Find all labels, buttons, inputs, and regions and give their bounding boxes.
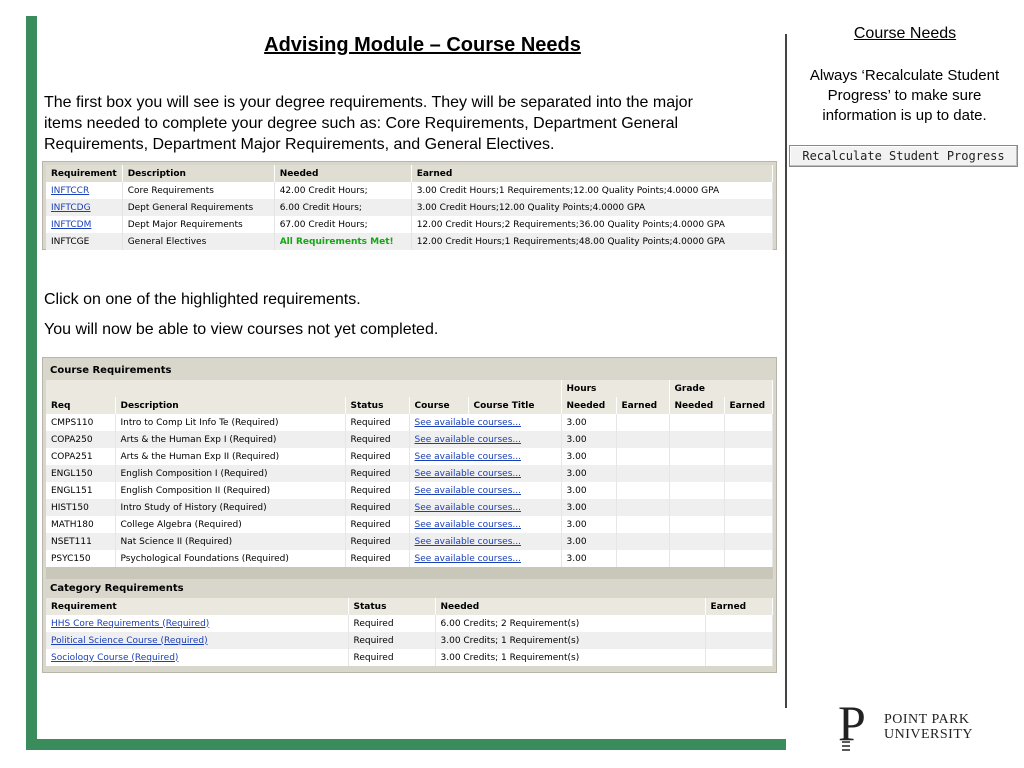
table-row bbox=[46, 431, 773, 448]
cell-hours-earned bbox=[616, 448, 669, 465]
cell-description: Nat Science II (Required) bbox=[115, 533, 345, 550]
sidebar-note: Always ‘Recalculate Student Progress’ to make sure information is up to date. bbox=[809, 67, 1000, 124]
see-available-courses-link[interactable]: See available courses... bbox=[414, 536, 521, 547]
cell-hours-earned bbox=[616, 431, 669, 448]
requirement-link-inftccr[interactable]: INFTCCR bbox=[51, 185, 90, 196]
cell-needed: 67.00 Credit Hours; bbox=[274, 216, 411, 233]
cell-req: MATH180 bbox=[46, 516, 115, 533]
cell-hours-needed: 3.00 bbox=[561, 431, 616, 448]
cell-hours-earned bbox=[616, 533, 669, 550]
table-row bbox=[46, 550, 773, 567]
grade-group-header: Grade bbox=[669, 380, 773, 397]
cell-grade-needed bbox=[669, 499, 724, 516]
table-row bbox=[46, 182, 773, 199]
cell-status: Required bbox=[345, 499, 409, 516]
cell-description: General Electives bbox=[122, 233, 274, 250]
course-requirements-table bbox=[46, 380, 773, 567]
see-available-courses-link[interactable]: See available courses... bbox=[414, 417, 521, 428]
table-row bbox=[46, 649, 773, 666]
cell-req: COPA251 bbox=[46, 448, 115, 465]
cell-hours-earned bbox=[616, 499, 669, 516]
cell-earned: 3.00 Credit Hours;12.00 Quality Points;4.0000 GPA bbox=[411, 199, 772, 216]
col-header: Course Title bbox=[468, 397, 561, 414]
col-header: Needed bbox=[669, 397, 724, 414]
cell-needed: 6.00 Credit Hours; bbox=[274, 199, 411, 216]
col-header: Req bbox=[46, 397, 115, 414]
col-header: Earned bbox=[616, 397, 669, 414]
table-group-header-row bbox=[46, 380, 773, 397]
col-header: Description bbox=[122, 165, 274, 182]
see-available-courses-link[interactable]: See available courses... bbox=[414, 434, 521, 445]
table-row bbox=[46, 465, 773, 482]
intro-paragraph: The first box you will see is your degree requirements. They will be separated into the major items needed to complete your degree such as: Core Requirements, Department General Requirements, Department Major Requirements, and General Electives. bbox=[44, 94, 693, 153]
table-row bbox=[46, 499, 773, 516]
degree-requirements-panel bbox=[42, 161, 777, 250]
cell-grade-earned bbox=[724, 431, 773, 448]
cell-description: Arts & the Human Exp II (Required) bbox=[115, 448, 345, 465]
accent-bar-bottom bbox=[26, 739, 786, 750]
cell-status: Required bbox=[345, 533, 409, 550]
table-row bbox=[46, 533, 773, 550]
col-header: Description bbox=[115, 397, 345, 414]
requirements-met-status: All Requirements Met! bbox=[274, 233, 411, 250]
category-requirements-table bbox=[46, 598, 773, 666]
cell-description: College Algebra (Required) bbox=[115, 516, 345, 533]
see-available-courses-link[interactable]: See available courses... bbox=[414, 468, 521, 479]
col-header: Requirement bbox=[46, 598, 348, 615]
section-spacer bbox=[46, 567, 773, 579]
instruction-text-1: Click on one of the highlighted requirements. bbox=[44, 291, 361, 308]
category-requirement-link[interactable]: HHS Core Requirements (Required) bbox=[51, 618, 210, 629]
cell-req: ENGL151 bbox=[46, 482, 115, 499]
cell-needed: 6.00 Credits; 2 Requirement(s) bbox=[435, 615, 705, 632]
cell-earned: 3.00 Credit Hours;1 Requirements;12.00 Quality Points;4.0000 GPA bbox=[411, 182, 772, 199]
cell-req: PSYC150 bbox=[46, 550, 115, 567]
instruction-text-2: You will now be able to view courses not yet completed. bbox=[44, 321, 439, 338]
logo-line-1: POINT PARK bbox=[884, 712, 970, 727]
cell-req: NSET111 bbox=[46, 533, 115, 550]
cell-status: Required bbox=[345, 414, 409, 431]
cell-hours-needed: 3.00 bbox=[561, 465, 616, 482]
cell-grade-needed bbox=[669, 448, 724, 465]
table-row bbox=[46, 615, 773, 632]
cell-grade-needed bbox=[669, 550, 724, 567]
col-header: Status bbox=[345, 397, 409, 414]
cell-description: Psychological Foundations (Required) bbox=[115, 550, 345, 567]
cell-grade-earned bbox=[724, 465, 773, 482]
requirement-link-inftcdm[interactable]: INFTCDM bbox=[51, 219, 92, 230]
cell-req: HIST150 bbox=[46, 499, 115, 516]
cell-hours-earned bbox=[616, 516, 669, 533]
cell-status: Required bbox=[345, 482, 409, 499]
cell-hours-needed: 3.00 bbox=[561, 448, 616, 465]
table-row bbox=[46, 199, 773, 216]
cell-status: Required bbox=[348, 632, 435, 649]
col-header: Needed bbox=[435, 598, 705, 615]
category-requirement-link[interactable]: Political Science Course (Required) bbox=[51, 635, 208, 646]
hours-group-header: Hours bbox=[561, 380, 669, 397]
requirement-link-inftcdg[interactable]: INFTCDG bbox=[51, 202, 91, 213]
cell-grade-needed bbox=[669, 533, 724, 550]
cell-needed: 3.00 Credits; 1 Requirement(s) bbox=[435, 649, 705, 666]
table-row bbox=[46, 482, 773, 499]
col-header: Earned bbox=[705, 598, 773, 615]
svg-text:P: P bbox=[838, 696, 866, 751]
cell-grade-needed bbox=[669, 516, 724, 533]
see-available-courses-link[interactable]: See available courses... bbox=[414, 451, 521, 462]
cell-earned bbox=[705, 632, 773, 649]
cell-status: Required bbox=[348, 615, 435, 632]
cell-description: Dept Major Requirements bbox=[122, 216, 274, 233]
cell-hours-needed: 3.00 bbox=[561, 550, 616, 567]
cell-description: English Composition II (Required) bbox=[115, 482, 345, 499]
category-requirement-link[interactable]: Sociology Course (Required) bbox=[51, 652, 179, 663]
cell-description: Dept General Requirements bbox=[122, 199, 274, 216]
cell-req: ENGL150 bbox=[46, 465, 115, 482]
cell-status: Required bbox=[345, 550, 409, 567]
cell-req: CMPS110 bbox=[46, 414, 115, 431]
table-row bbox=[46, 216, 773, 233]
cell-grade-needed bbox=[669, 482, 724, 499]
cell-hours-earned bbox=[616, 465, 669, 482]
cell-status: Required bbox=[345, 448, 409, 465]
cell-grade-needed bbox=[669, 431, 724, 448]
vertical-divider bbox=[785, 34, 787, 708]
see-available-courses-link[interactable]: See available courses... bbox=[414, 485, 521, 496]
cell-hours-needed: 3.00 bbox=[561, 516, 616, 533]
cell-hours-needed: 3.00 bbox=[561, 482, 616, 499]
degree-requirements-table bbox=[46, 165, 773, 250]
table-row bbox=[46, 448, 773, 465]
table-header-row bbox=[46, 598, 773, 615]
cell-earned: 12.00 Credit Hours;2 Requirements;36.00 Quality Points;4.0000 GPA bbox=[411, 216, 772, 233]
cell-status: Required bbox=[348, 649, 435, 666]
cell-hours-earned bbox=[616, 550, 669, 567]
col-header: Course bbox=[409, 397, 468, 414]
logo-mark bbox=[836, 696, 878, 756]
cell-grade-needed bbox=[669, 414, 724, 431]
col-header: Status bbox=[348, 598, 435, 615]
slide-title: Advising Module – Course Needs bbox=[264, 34, 581, 56]
table-row bbox=[46, 516, 773, 533]
logo-line-2: UNIVERSITY bbox=[884, 727, 973, 742]
table-header-row bbox=[46, 165, 773, 182]
cell-hours-needed: 3.00 bbox=[561, 499, 616, 516]
cell-description: English Composition I (Required) bbox=[115, 465, 345, 482]
course-requirements-panel bbox=[42, 357, 777, 673]
cell-grade-earned bbox=[724, 516, 773, 533]
cell-description: Core Requirements bbox=[122, 182, 274, 199]
cell-req: COPA250 bbox=[46, 431, 115, 448]
cell-earned bbox=[705, 649, 773, 666]
col-header: Needed bbox=[561, 397, 616, 414]
col-header: Requirement bbox=[46, 165, 122, 182]
col-header: Earned bbox=[411, 165, 772, 182]
cell-hours-earned bbox=[616, 414, 669, 431]
category-requirements-heading: Category Requirements bbox=[46, 579, 773, 598]
cell-description: Arts & the Human Exp I (Required) bbox=[115, 431, 345, 448]
cell-needed: 3.00 Credits; 1 Requirement(s) bbox=[435, 632, 705, 649]
table-header-row bbox=[46, 397, 773, 414]
cell-hours-needed: 3.00 bbox=[561, 533, 616, 550]
cell-grade-earned bbox=[724, 533, 773, 550]
cell-requirement: INFTCGE bbox=[46, 233, 122, 250]
see-available-courses-link[interactable]: See available courses... bbox=[414, 519, 521, 530]
cell-grade-earned bbox=[724, 550, 773, 567]
cell-grade-earned bbox=[724, 499, 773, 516]
cell-grade-earned bbox=[724, 448, 773, 465]
see-available-courses-link[interactable]: See available courses... bbox=[414, 502, 521, 513]
table-row bbox=[46, 414, 773, 431]
see-available-courses-link[interactable]: See available courses... bbox=[414, 553, 521, 564]
cell-earned bbox=[705, 615, 773, 632]
cell-status: Required bbox=[345, 516, 409, 533]
col-header: Needed bbox=[274, 165, 411, 182]
course-requirements-heading: Course Requirements bbox=[46, 361, 773, 380]
cell-hours-earned bbox=[616, 482, 669, 499]
cell-description: Intro Study of History (Required) bbox=[115, 499, 345, 516]
cell-grade-earned bbox=[724, 414, 773, 431]
cell-hours-needed: 3.00 bbox=[561, 414, 616, 431]
sidebar-title: Course Needs bbox=[853, 25, 957, 42]
cell-status: Required bbox=[345, 465, 409, 482]
cell-status: Required bbox=[345, 431, 409, 448]
cell-grade-earned bbox=[724, 482, 773, 499]
cell-needed: 42.00 Credit Hours; bbox=[274, 182, 411, 199]
cell-grade-needed bbox=[669, 465, 724, 482]
col-header: Earned bbox=[724, 397, 773, 414]
table-row bbox=[46, 233, 773, 250]
recalculate-student-progress-button[interactable]: Recalculate Student Progress bbox=[789, 145, 1018, 167]
accent-bar-left bbox=[26, 16, 37, 750]
cell-description: Intro to Comp Lit Info Te (Required) bbox=[115, 414, 345, 431]
point-park-university-logo bbox=[836, 696, 1001, 756]
table-row bbox=[46, 632, 773, 649]
cell-earned: 12.00 Credit Hours;1 Requirements;48.00 Quality Points;4.0000 GPA bbox=[411, 233, 772, 250]
